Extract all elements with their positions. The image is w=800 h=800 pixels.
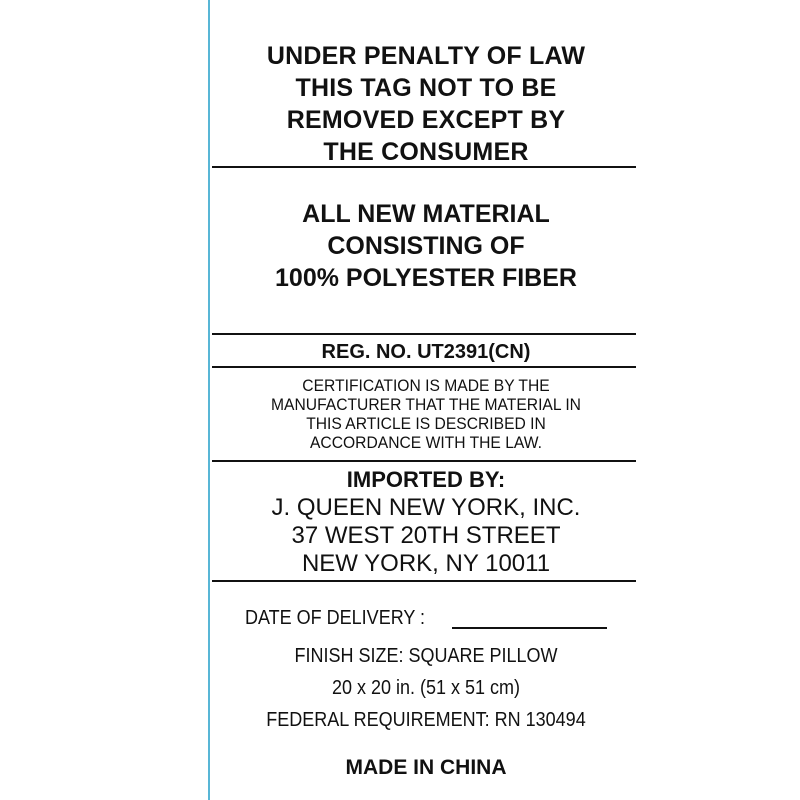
date-of-delivery-label: DATE OF DELIVERY : <box>245 607 426 629</box>
country-of-origin: MADE IN CHINA <box>345 756 507 779</box>
dimensions: 20 x 20 in. (51 x 51 cm) <box>331 677 521 699</box>
tag-edge-line <box>208 0 210 800</box>
warning-text <box>212 40 640 168</box>
importer-address <box>212 494 640 578</box>
date-of-delivery-blank <box>452 627 607 629</box>
material-text <box>212 198 640 294</box>
certification-line: THIS ARTICLE IS DESCRIBED IN <box>306 414 546 433</box>
size-details <box>233 640 618 736</box>
certification-text <box>229 376 623 452</box>
warning-line: THIS TAG NOT TO BE <box>295 74 557 102</box>
divider <box>212 333 636 335</box>
imported-by-label: IMPORTED BY: <box>346 467 506 492</box>
material-line: CONSISTING OF <box>327 232 525 260</box>
certification-line: CERTIFICATION IS MADE BY THE <box>302 376 550 395</box>
federal-requirement: FEDERAL REQUIREMENT: RN 130494 <box>266 709 586 731</box>
divider <box>212 460 636 462</box>
certification-line: MANUFACTURER THAT THE MATERIAL IN <box>271 395 581 414</box>
warning-line: REMOVED EXCEPT BY <box>286 106 566 134</box>
finish-size: FINISH SIZE: SQUARE PILLOW <box>294 645 558 667</box>
divider <box>212 366 636 368</box>
material-line: ALL NEW MATERIAL <box>302 200 550 228</box>
divider <box>212 580 636 582</box>
reg-number: REG. NO. UT2391(CN) <box>321 341 531 363</box>
material-line: 100% POLYESTER FIBER <box>275 264 577 292</box>
divider <box>212 166 636 168</box>
law-tag <box>212 0 640 800</box>
certification-line: ACCORDANCE WITH THE LAW. <box>309 433 543 452</box>
warning-line: THE CONSUMER <box>323 138 529 166</box>
warning-line: UNDER PENALTY OF LAW <box>266 42 586 70</box>
importer-line: J. QUEEN NEW YORK, INC. <box>271 494 581 521</box>
importer-line: NEW YORK, NY 10011 <box>301 550 551 577</box>
importer-line: 37 WEST 20TH STREET <box>291 522 561 549</box>
